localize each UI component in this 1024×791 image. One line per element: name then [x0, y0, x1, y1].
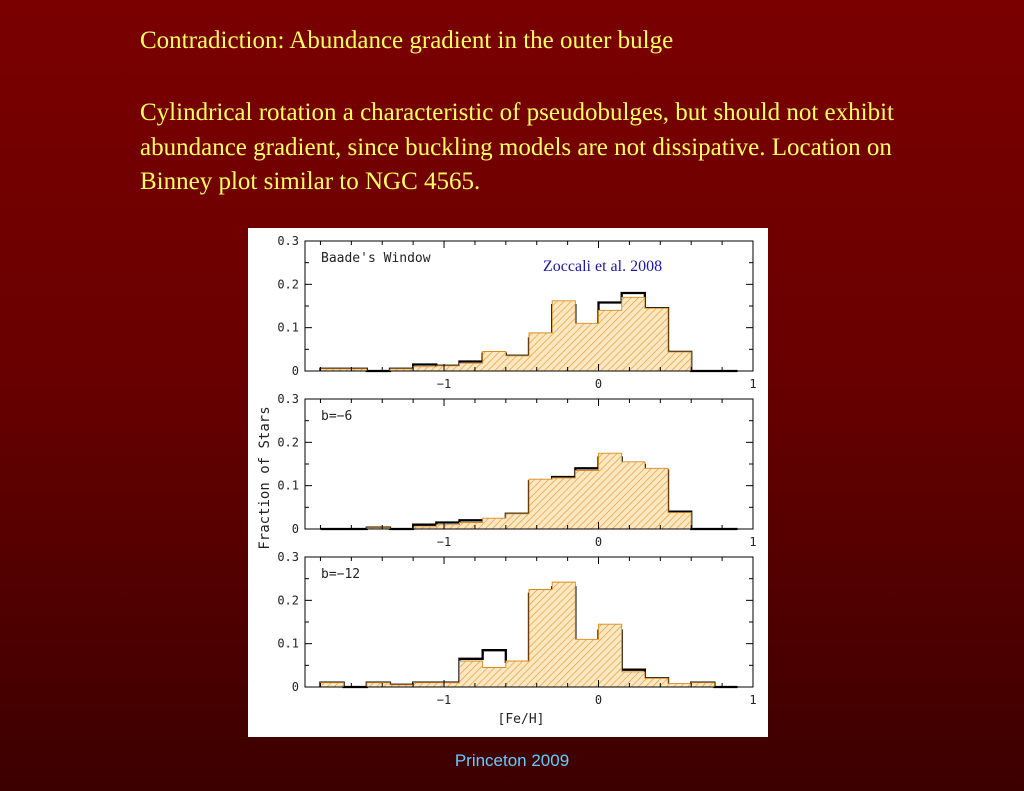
histogram-chart-svg — [248, 228, 768, 737]
panel-label-3: b=−12 — [321, 567, 361, 582]
y-tick-label: 0 — [291, 522, 299, 536]
y-axis-label: Fraction of Stars — [257, 406, 273, 550]
y-tick-label: 0.1 — [277, 478, 299, 493]
x-axis-label: [Fe/H] — [497, 712, 545, 727]
x-tick-label: 0 — [594, 535, 603, 549]
histogram-hatched-series-1 — [320, 297, 737, 371]
panel-label-1: Baade's Window — [321, 251, 431, 266]
y-tick-label: 0 — [291, 680, 299, 694]
x-tick-label: 1 — [749, 535, 757, 549]
slide-body-text: Cylindrical rotation a characteristic of pseudobulges, but should not exhibit abundance gradient, since buckling models are not dissipative. Location on Binney plot similar to NGC 4565. — [140, 99, 894, 195]
histogram-hatched-series-2 — [320, 453, 737, 529]
y-tick-label: 0.2 — [277, 435, 299, 450]
panel-label-2: b=−6 — [321, 409, 353, 424]
x-tick-label: 0 — [594, 377, 603, 391]
x-tick-label: −1 — [436, 535, 452, 549]
slide-title: Contradiction: Abundance gradient in the outer bulge — [140, 27, 674, 54]
y-tick-label: 0.3 — [277, 234, 299, 248]
x-tick-label: 0 — [594, 693, 603, 707]
histogram-panel-3 — [277, 550, 756, 707]
y-tick-label: 0.1 — [277, 636, 299, 651]
histogram-hatched-series-3 — [320, 582, 737, 687]
histogram-panel-2 — [277, 392, 756, 549]
x-tick-label: 1 — [749, 693, 757, 707]
y-tick-label: 0 — [291, 364, 299, 378]
y-tick-label: 0.2 — [277, 277, 299, 292]
histogram-panel-1 — [277, 234, 756, 391]
x-tick-label: −1 — [436, 377, 452, 391]
y-tick-label: 0.3 — [277, 392, 299, 406]
y-tick-label: 0.1 — [277, 320, 299, 335]
x-tick-label: 1 — [749, 377, 757, 391]
y-tick-label: 0.2 — [277, 593, 299, 608]
y-tick-label: 0.3 — [277, 550, 299, 564]
x-tick-label: −1 — [436, 693, 452, 707]
histogram-figure — [248, 228, 768, 737]
citation-label: Zoccali et al. 2008 — [543, 258, 663, 275]
footer-text: Princeton 2009 — [454, 751, 570, 770]
